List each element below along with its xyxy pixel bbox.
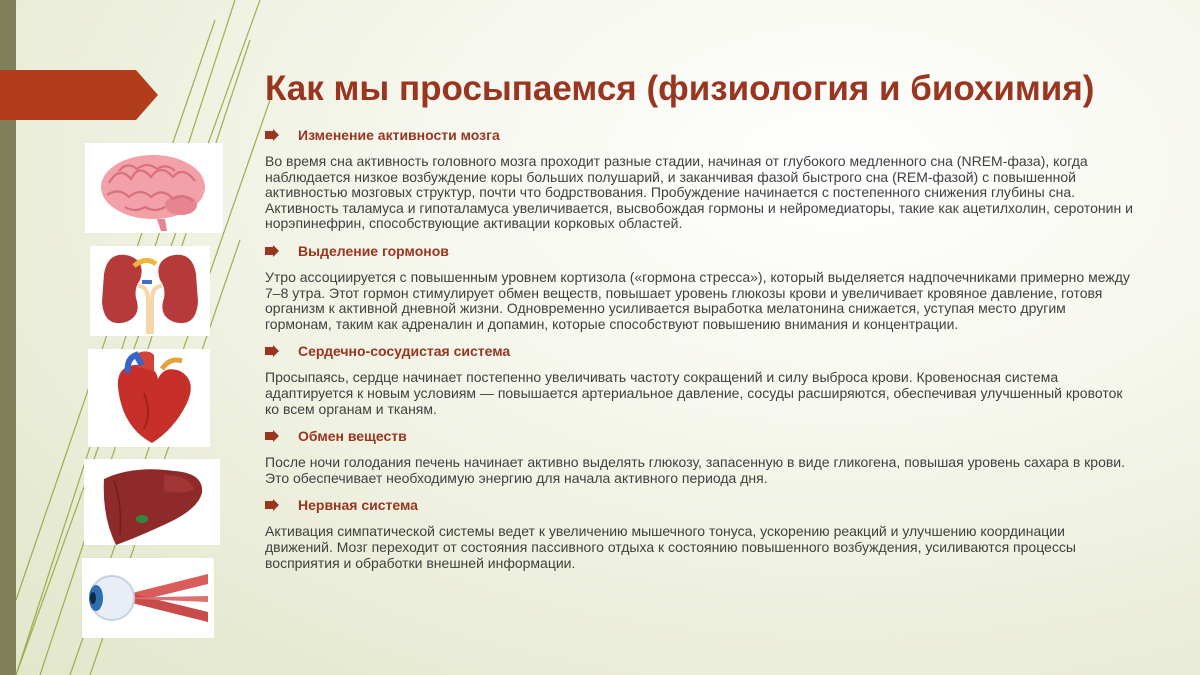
eye-icon [82, 558, 214, 638]
section-text: Утро ассоциируется с повышенным уровнем кортизола («гормона стресса»), который выделяется надпочечниками примерно между 7–8 утра. Этот гормон стимулирует обмен веществ, повышает уровень глюкозы крови и увеличивает кровяное давление, готовя организм к активной дневной жизни. Одновременно усиливается выработка мелатонина снижается, уступая место другим гормонам, таким как адреналин и допамин, которые способствуют повышению внимания и концентрации. [265, 268, 1130, 332]
heart-image [88, 349, 210, 447]
section-text: После ночи голодания печень начинает активно выделять глюкозу, запасенную в виде гликогена, повышая уровень сахара в крови. Это обеспечивает необходимую энергию для начала активного периода дня. [265, 454, 1126, 486]
section-heading-row [265, 427, 1135, 445]
section-heading-row [265, 126, 1135, 144]
arrow-bullet-icon [265, 129, 279, 141]
section-text: Во время сна активность головного мозга проходит разные стадии, начиная от глубокого медленного сна (NREM-фаза), когда наблюдается низкое возбуждение коры больших полушарий, и заканчивая фазой быстрого сна (REM-фазой) с повышенной активностью мозговых структур, почти что бодрствования. Пробуждение начинается с постепенного снижения глубины сна. Активность таламуса и гипоталамуса увеличивается, высвобождая гормоны и нейромедиаторы, такие как ацетилхолин, серотонин и норэпинефрин, способствующие активации корковых областей. [265, 153, 1133, 232]
section-cardiovascular [265, 342, 1135, 417]
arrow-bullet-icon [265, 245, 279, 257]
eye-image [82, 558, 214, 638]
section-heading: Изменение активности мозга [298, 127, 500, 143]
section-text: Активация симпатической системы ведет к увеличению мышечного тонуса, ускорению реакций и улучшению координации движений. Мозг переходит от состояния пассивного отдыха к состоянию повышенного возбуждения, усиливаются процессы восприятия и обработки внешней информации. [265, 523, 1076, 571]
section-text: Просыпаясь, сердце начинает постепенно увеличивать частоту сокращений и силу выброса крови. Кровеносная система адаптируется к новым условиям — повышается артериальное давление, сосуды расширяются, обеспечивая улучшенный кровоток ко всем органам и тканям. [265, 369, 1123, 417]
section-metabolism [265, 427, 1135, 486]
title-arrow-shape [0, 70, 158, 120]
section-heading-row [265, 242, 1135, 260]
liver-icon [84, 459, 220, 545]
section-nervous-system [265, 496, 1135, 571]
brain-image [85, 143, 223, 233]
section-hormones [265, 242, 1135, 332]
liver-image [84, 459, 220, 545]
kidneys-image [90, 246, 210, 336]
section-heading: Сердечно-сосудистая система [298, 343, 511, 360]
kidneys-icon [90, 246, 210, 336]
content-area [265, 126, 1135, 571]
section-heading: Выделение гормонов [298, 242, 449, 259]
slide-title: Как мы просыпаемся (физиология и биохимия) [265, 69, 1095, 108]
arrow-bullet-icon [265, 499, 279, 511]
arrow-bullet-icon [265, 345, 279, 357]
heart-icon [88, 349, 210, 447]
arrow-bullet-icon [265, 430, 279, 442]
section-heading: Нервная система [298, 497, 418, 514]
section-heading-row [265, 342, 1135, 360]
brain-icon [85, 143, 223, 233]
section-brain [265, 126, 1135, 232]
section-heading: Обмен веществ [298, 428, 407, 445]
section-heading-row [265, 496, 1135, 514]
